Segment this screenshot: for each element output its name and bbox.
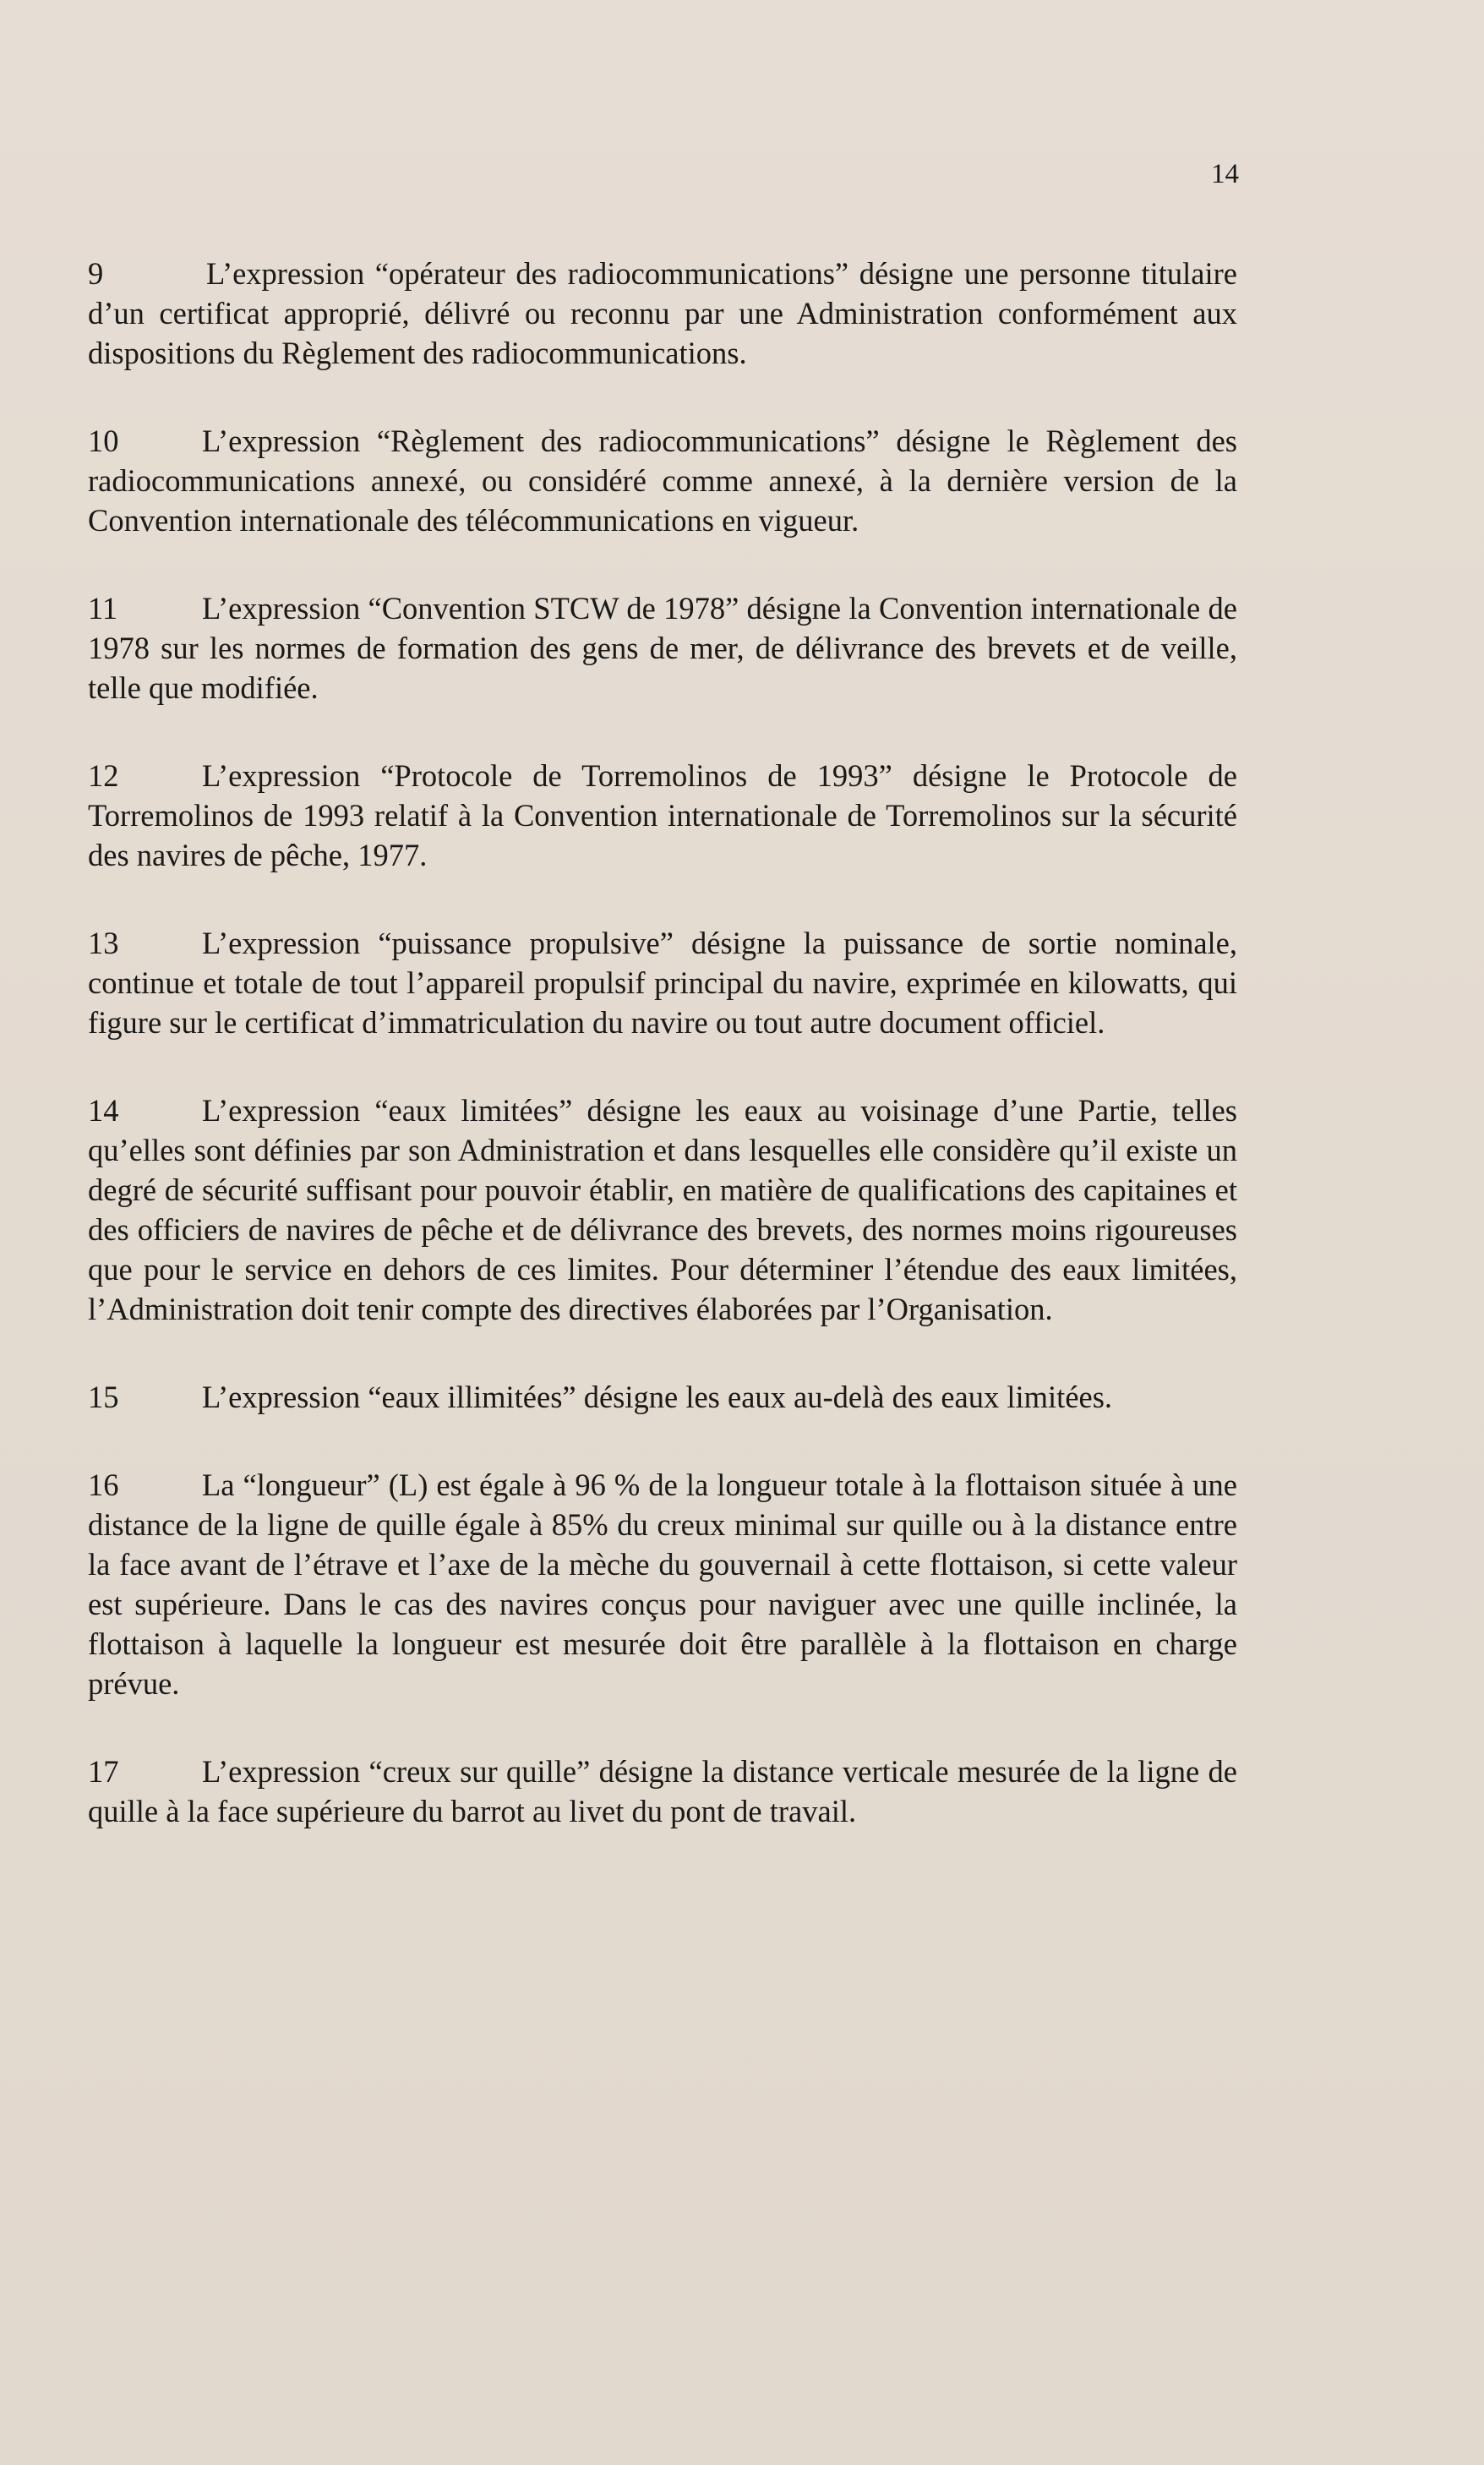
article-text: La “longueur” (L) est égale à 96 % de la longueur totale à la flottaison située à une distance de la ligne de quille égale à 85% du creux minimal sur quille ou à la distance entre la face avant de l’étrave et l’axe de la mèche du gouvernail à cette flottaison, si cette valeur est supérieure. Dans le cas des navires conçus pour naviguer avec une quille inclinée, la flottaison à laquelle la longueur est mesurée doit être parallèle à la flottaison en charge prévue. <box>88 1468 1237 1701</box>
article-14 <box>88 1090 1237 1329</box>
article-16 <box>88 1465 1237 1703</box>
article-text: L’expression “eaux illimitées” désigne les eaux au-delà des eaux limitées. <box>202 1380 1113 1414</box>
article-12 <box>88 756 1237 875</box>
page-number: 14 <box>1211 159 1239 189</box>
article-number: 17 <box>88 1754 119 1789</box>
article-text: L’expression “opérateur des radiocommunications” désigne une personne titulaire d’un certificat approprié, délivré ou reconnu par une Administration conformément aux dispositions du Règlement des radiocommunications. <box>88 256 1237 370</box>
article-number: 16 <box>88 1468 119 1502</box>
article-number: 14 <box>88 1093 119 1128</box>
article-15 <box>88 1377 1237 1417</box>
article-text: L’expression “Règlement des radiocommunications” désigne le Règlement des radiocommunications annexé, ou considéré comme annexé, à la dernière version de la Convention internationale des télécommunications en vigueur. <box>88 424 1237 538</box>
article-number: 10 <box>88 424 119 458</box>
article-text: L’expression “creux sur quille” désigne la distance verticale mesurée de la ligne de quille à la face supérieure du barrot au livet du pont de travail. <box>88 1754 1237 1828</box>
article-number: 13 <box>88 926 119 960</box>
article-number: 12 <box>88 758 119 793</box>
article-number: 15 <box>88 1380 119 1414</box>
article-text: L’expression “Convention STCW de 1978” désigne la Convention internationale de 1978 sur les normes de formation des gens de mer, de délivrance des brevets et de veille, telle que modifiée. <box>88 591 1237 705</box>
article-text: L’expression “puissance propulsive” désigne la puissance de sortie nominale, continue et totale de tout l’appareil propulsif principal du navire, exprimée en kilowatts, qui figure sur le certificat d’immatriculation du navire ou tout autre document officiel. <box>88 926 1237 1040</box>
article-text: L’expression “Protocole de Torremolinos de 1993” désigne le Protocole de Torremolinos de 1993 relatif à la Convention internationale de Torremolinos sur la sécurité des navires de pêche, 1977. <box>88 758 1237 872</box>
article-list <box>88 254 1237 1879</box>
article-9 <box>88 254 1237 373</box>
article-17 <box>88 1752 1237 1831</box>
article-number: 9 <box>88 256 104 291</box>
article-13 <box>88 923 1237 1042</box>
article-10 <box>88 421 1237 540</box>
article-text: L’expression “eaux limitées” désigne les eaux au voisinage d’une Partie, telles qu’elles sont définies par son Administration et dans lesquelles elle considère qu’il existe un degré de sécurité suffisant pour pouvoir établir, en matière de qualifications des capitaines et des officiers de navires de pêche et de délivrance des brevets, des normes moins rigoureuses que pour le service en dehors de ces limites. Pour déterminer l’étendue des eaux limitées, l’Administration doit tenir compte des directives élaborées par l’Organisation. <box>88 1093 1237 1326</box>
article-11 <box>88 588 1237 708</box>
article-number: 11 <box>88 591 118 626</box>
